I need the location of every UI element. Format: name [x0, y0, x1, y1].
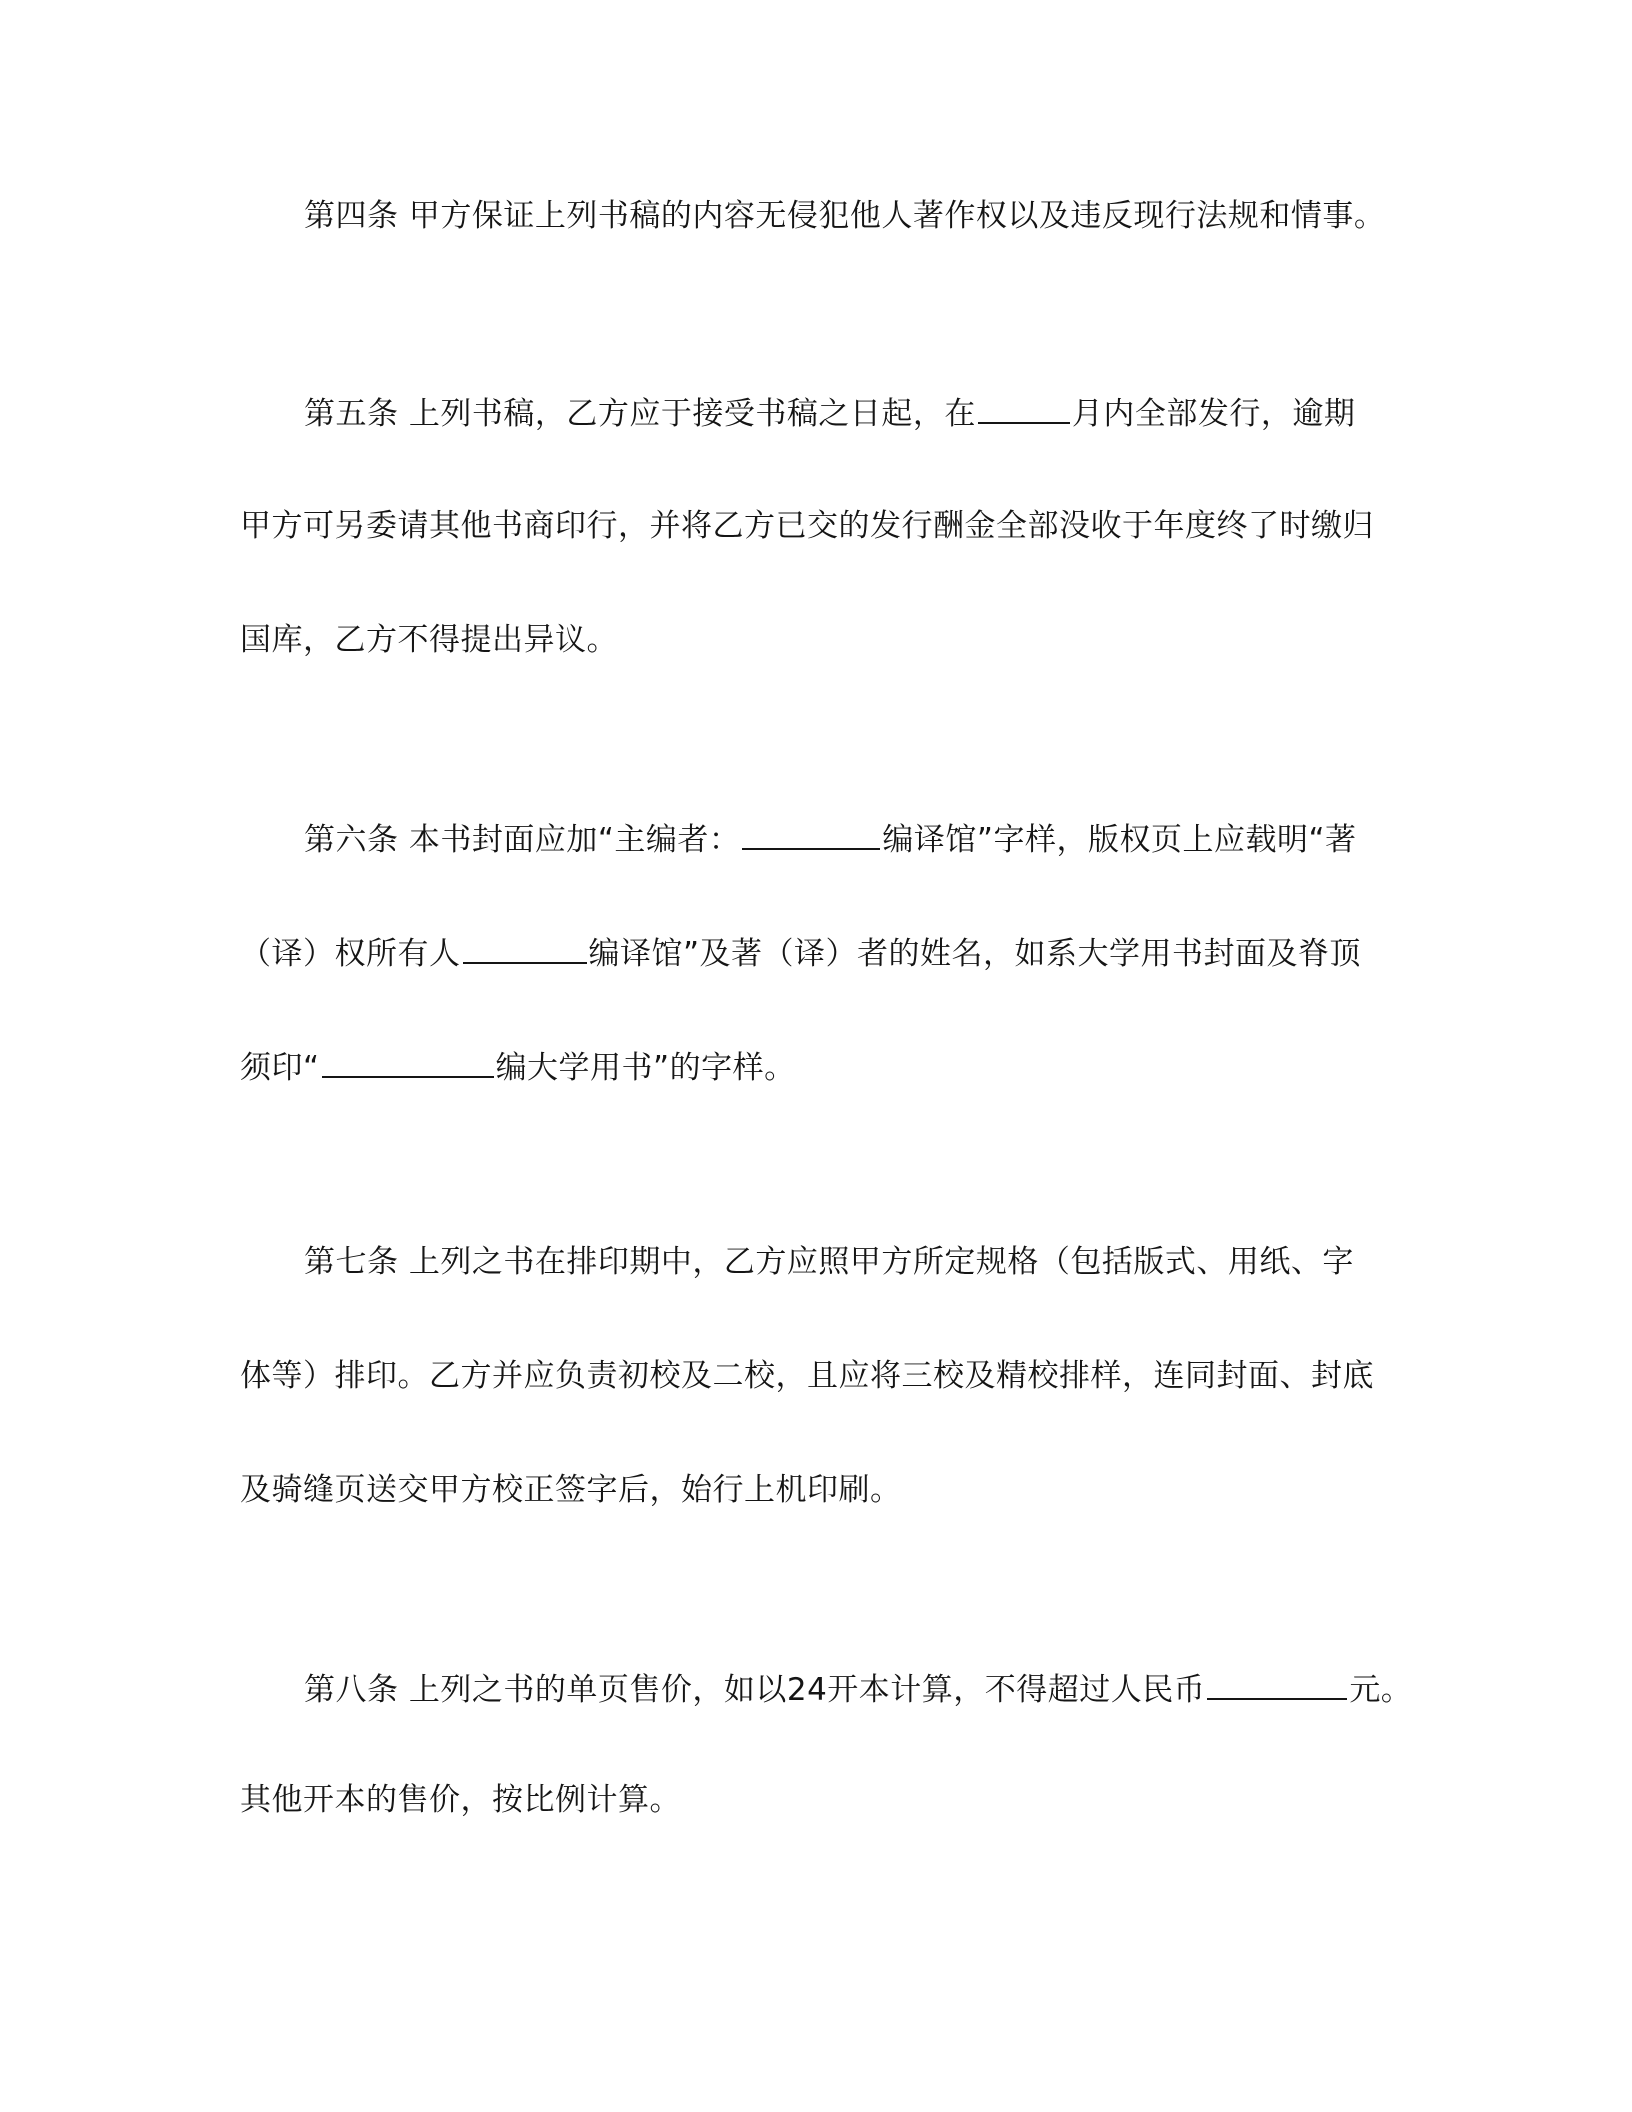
article7-line3: 及骑缝页送交甲方校正签字后，始行上机印刷。 — [240, 1472, 902, 1508]
article5-line1: 第五条 上列书稿，乙方应于接受书稿之日起，在 月内全部发行，逾期 — [304, 392, 1454, 434]
article6-line1: 第六条 本书封面应加“主编者： 编译馆”字样，版权页上应载明“著 — [304, 818, 1454, 860]
blank-months[interactable] — [978, 392, 1070, 424]
blank-university-book[interactable] — [322, 1046, 494, 1078]
blank-chief-editor[interactable] — [742, 818, 880, 850]
blank-copyright-owner[interactable] — [463, 932, 587, 964]
article7-line2: 体等）排印。乙方并应负责初校及二校，且应将三校及精校排样，连同封面、封底 — [240, 1358, 1374, 1394]
article7-line1: 第七条 上列之书在排印期中，乙方应照甲方所定规格（包括版式、用纸、字 — [304, 1244, 1354, 1280]
article5-line2: 甲方可另委请其他书商印行，并将乙方已交的发行酬金全部没收于年度终了时缴归 — [240, 508, 1374, 544]
article6-line2: （译）权所有人 编译馆”及著（译）者的姓名，如系大学用书封面及脊顶 — [240, 932, 1390, 974]
article8-line1: 第八条 上列之书的单页售价，如以24开本计算，不得超过人民币 元。 — [304, 1668, 1454, 1710]
blank-price[interactable] — [1207, 1668, 1347, 1700]
article5-line3: 国库，乙方不得提出异议。 — [240, 622, 618, 658]
article4-line1: 第四条 甲方保证上列书稿的内容无侵犯他人著作权以及违反现行法规和情事。 — [304, 198, 1386, 234]
article6-line3: 须印“ 编大学用书”的字样。 — [240, 1046, 1390, 1088]
article8-line2: 其他开本的售价，按比例计算。 — [240, 1782, 681, 1818]
